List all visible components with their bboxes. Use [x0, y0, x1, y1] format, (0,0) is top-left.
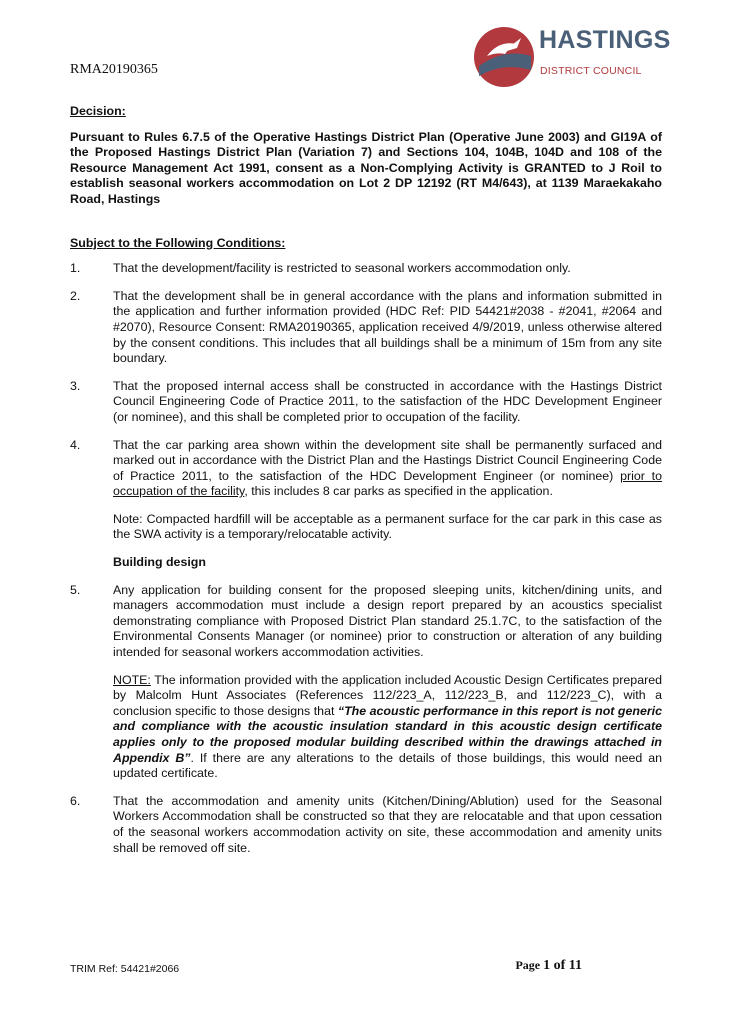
note-text-part: The information provided with the application included Acoustic Design Certificates prepared by Malcolm Hunt Associates (References 112/223_A, 112/223_B, and 112/223_C), with a conclusion specific to those designs that [113, 672, 662, 718]
page-word: Page [515, 958, 544, 972]
condition-text-part: , this includes 8 car parks as specified in the application. [244, 484, 553, 499]
condition-number: 2. [70, 288, 81, 303]
condition-number: 6. [70, 793, 81, 808]
condition-3 [70, 379, 662, 426]
logo-council: DISTRICT COUNCIL [540, 65, 642, 77]
condition-text: That the accommodation and amenity units (Kitchen/Dining/Ablution) used for the Seasonal Workers Accommodation shall be constructed so that they are relocatable and that upon cessation of the seasonal workers accommodation activity on site, these accommodation and amenity units shall be removed off site. [113, 793, 662, 855]
condition-underlined-phrase: prior to occupation of the facility [113, 468, 662, 499]
page-number [515, 958, 582, 974]
condition-5-note [113, 673, 662, 782]
condition-text: That the development/facility is restricted to seasonal workers accommodation only. [113, 261, 571, 276]
condition-4-note: Note: Compacted hardfill will be acceptable as a permanent surface for the car park in this case as the SWA activity is a temporary/relocatable activity. [113, 511, 662, 542]
page-total: 11 [568, 958, 582, 973]
conditions-heading: Subject to the Following Conditions: [70, 235, 286, 250]
logo-name: HASTINGS [539, 26, 671, 54]
condition-5 [70, 583, 662, 661]
condition-number: 4. [70, 437, 81, 452]
condition-2 [70, 289, 662, 367]
decision-heading: Decision: [70, 104, 126, 118]
condition-text [113, 438, 662, 500]
page-of: of [550, 958, 569, 973]
trim-reference: TRIM Ref: 54421#2066 [70, 963, 180, 975]
condition-6 [70, 794, 662, 856]
condition-number: 3. [70, 378, 81, 393]
condition-number: 1. [70, 261, 81, 276]
note-text-part: . If there are any alterations to the details of those buildings, this would need an updated certificate. [113, 750, 662, 781]
condition-number: 5. [70, 582, 81, 597]
condition-1 [70, 261, 662, 277]
note-quote: “The acoustic performance in this report is not generic and compliance with the acoustic insulation standard in this acoustic design certificate applies only to the proposed modular building described within the drawings attached in Appendix B” [113, 703, 662, 765]
logo-emblem-icon [473, 26, 535, 88]
condition-4 [70, 438, 662, 500]
condition-text: That the proposed internal access shall be constructed in accordance with the Hastings District Council Engineering Code of Practice 2011, to the satisfaction of the HDC Development Engineer (or nominee), and this shall be completed prior to occupation of the facility. [113, 378, 662, 424]
page-current: 1 [543, 958, 551, 973]
condition-text-part: That the car parking area shown within the development site shall be permanently surfaced and marked out in accordance with the District Plan and the Hastings District Council Engineering Code of Practice 2011, to the satisfaction of the HDC Development Engineer (or nominee) [113, 437, 662, 483]
decision-text: Pursuant to Rules 6.7.5 of the Operative Hastings District Plan (Operative June 2003) and GI19A of the Proposed Hastings District Plan (Variation 7) and Sections 104, 104B, 104D and 108 of the Resource Management Act 1991, consent as a Non-Complying Activity is GRANTED to J Roil to establish seasonal workers accommodation on Lot 2 DP 12192 (RT M4/643), at 1139 Maraekakaho Road, Hastings [70, 129, 662, 206]
condition-text: Any application for building consent for the proposed sleeping units, kitchen/dining units, and managers accommodation must include a design report prepared by an acoustics specialist demonstrating compliance with Proposed District Plan standard 25.1.7C, to the satisfaction of the Environmental Consents Manager (or nominee) prior to construction or alteration of any building intended for seasonal workers accommodation activities. [113, 582, 662, 660]
council-logo [473, 26, 688, 90]
note-label: NOTE: [113, 672, 151, 687]
document-body [70, 104, 662, 868]
building-design-heading: Building design [113, 555, 206, 570]
condition-text: That the development shall be in general accordance with the plans and information submitted in the application and further information provided (HDC Ref: PID 54421#2038 - #2041, #2064 and #2070), Resource Consent: RMA20190365, application received 4/9/2019, unless otherwise altered by the consent conditions. This includes that all buildings shall be a minimum of 15m from any site boundary. [113, 288, 662, 366]
document-reference: RMA20190365 [70, 62, 158, 77]
